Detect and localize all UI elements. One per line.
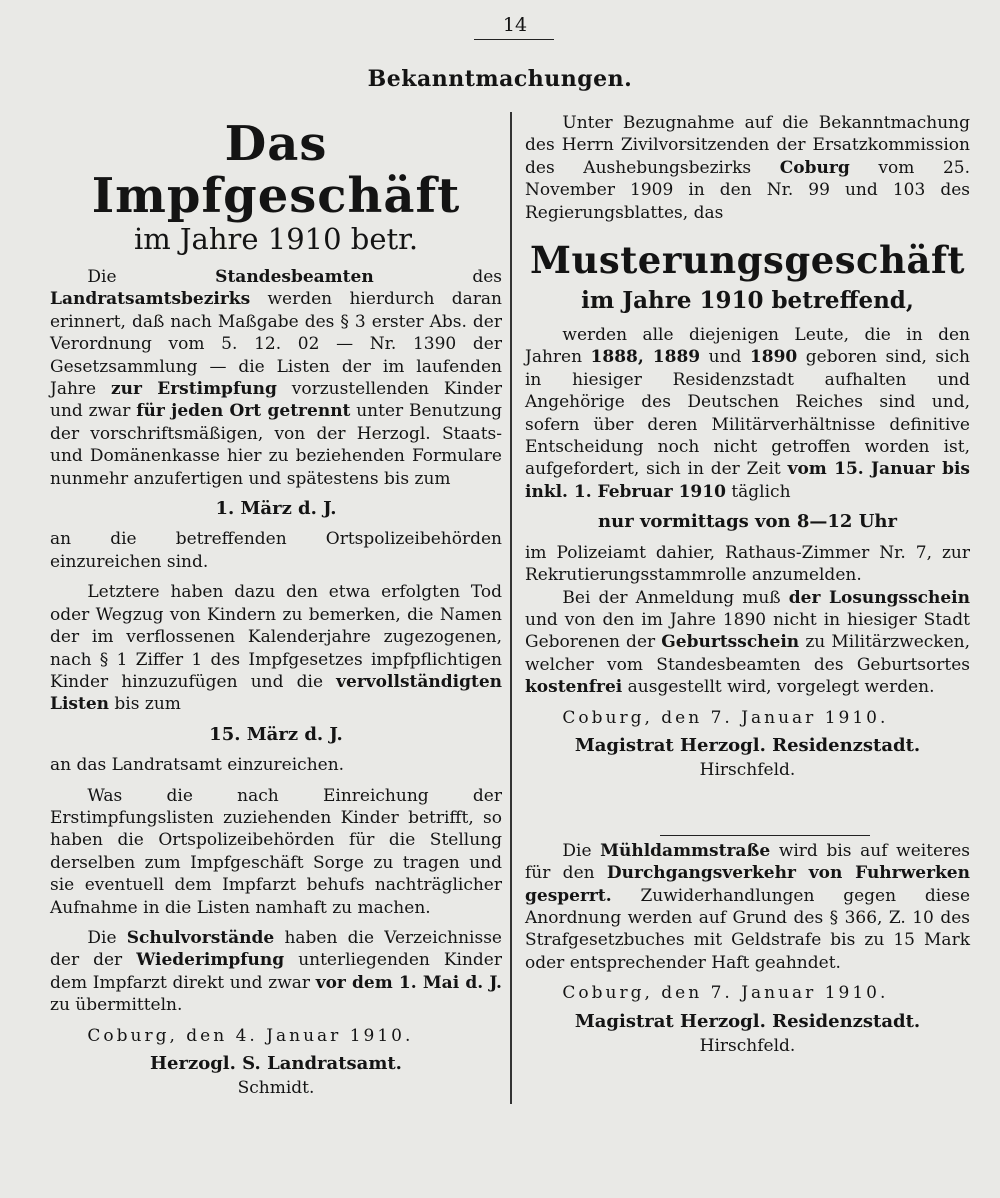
text-run: zu übermitteln. xyxy=(50,995,183,1016)
emphasis-standesbeamten: Standesbeamten xyxy=(215,267,374,287)
header-rule xyxy=(474,39,554,40)
right-paragraph-1 xyxy=(525,112,970,224)
emphasis-landratsamtsbezirks: Landratsamtsbezirks xyxy=(50,289,251,310)
left-paragraph-1 xyxy=(50,266,502,490)
emphasis-period: vom 15. Januar bis inkl. 1. Februar 1910 xyxy=(525,459,971,502)
right-subtitle: im Jahre 1910 betreffend, xyxy=(581,287,914,315)
text-run: ausgestellt wird, vorgelegt werden. xyxy=(622,677,935,698)
right-place-date-1: Coburg, den 7. Januar 1910. xyxy=(562,707,889,728)
text-run: zu Militärzwecken, welcher vom Standesbeamten des Geburtsortes xyxy=(525,632,970,675)
text-run: unterliegenden Kinder dem Impfarzt direkt und zwar xyxy=(50,950,502,993)
left-authority: Herzogl. S. Landratsamt. xyxy=(150,1053,402,1074)
right-authority-2: Magistrat Herzogl. Residenzstadt. xyxy=(574,1010,921,1032)
left-paragraph-4: an das Landratsamt einzureichen. xyxy=(50,755,345,776)
right-authority-1: Magistrat Herzogl. Residenzstadt. xyxy=(574,734,921,756)
text-run: unter Benutzung der vorschriftsmäßigen, von der Herzogl. Staats- und Domänenkasse hier zu beziehenden Formulare nunmehr anzufertigen und spätestens bis zum xyxy=(50,401,502,489)
text-run: Letztere haben dazu den etwa erfolgten Tod oder Wegzug von Kindern zu bemerken, die Namen der im verflossenen Kalenderjahre zugezogenen, nach § 1 Ziffer 1 des Impfgesetzes impfpflichtigen Kinder hinzuzufügen und die xyxy=(50,582,502,692)
notice-separator xyxy=(660,835,870,836)
column-divider xyxy=(510,112,512,1104)
emphasis-coburg: Coburg xyxy=(779,157,850,178)
emphasis-muehldammstrasse: Mühldammstraße xyxy=(600,840,771,861)
right-paragraph-5 xyxy=(525,840,970,974)
text-run: Zuwiderhandlungen gegen diese Anordnung werden auf Grund des § 366, Z. 10 des Strafgesetzbuches mit Geldstrafe bis zu 15 Mark oder entsprechender Haft geahndet. xyxy=(525,885,970,973)
left-paragraph-6 xyxy=(50,927,502,1017)
right-paragraph-3: im Polizeiamt dahier, Rathaus-Zimmer Nr. 7, zur Rekrutierungsstammrolle anzumelden. xyxy=(525,542,970,586)
text-run: und xyxy=(700,347,750,368)
left-paragraph-3 xyxy=(50,581,502,715)
page-number: 14 xyxy=(502,14,528,36)
text-run: Bei der Anmeldung muß xyxy=(562,587,789,608)
left-column xyxy=(50,112,502,1100)
text-run: bis zum xyxy=(109,694,181,715)
section-heading: Bekanntmachungen. xyxy=(367,66,633,92)
text-run: wird bis auf weiteres für den xyxy=(525,840,971,884)
text-run: des xyxy=(373,267,503,287)
emphasis-schulvorstaende: Schulvorstände xyxy=(126,927,275,948)
emphasis-listen: vervollständigten Listen xyxy=(50,671,502,715)
emphasis-gesperrt: Durchgangsverkehr von Fuhrwerken gesperrt. xyxy=(525,863,970,906)
right-paragraph-2 xyxy=(525,324,970,503)
left-paragraph-5: Was die nach Einreichung der Erstimpfungslisten zuziehenden Kinder betrifft, so haben die Ortspolizeibehörden für die Stellung derselben zum Impfgeschäft Sorge zu tragen und sie eventuell dem Impfarzt behufs nachträglicher Aufnahme in die Listen namhaft zu machen. xyxy=(50,785,502,918)
emphasis-year-1890: 1890 xyxy=(749,347,798,368)
right-signature-2: Hirschfeld. xyxy=(699,1036,796,1056)
right-place-date-2: Coburg, den 7. Januar 1910. xyxy=(562,983,889,1004)
right-signature-1: Hirschfeld. xyxy=(699,760,796,781)
left-title: Das Impfgeschäft xyxy=(91,116,461,224)
text-run: Die xyxy=(87,927,127,948)
office-hours: nur vormittags von 8—12 Uhr xyxy=(598,511,897,533)
right-column xyxy=(525,112,970,1057)
left-subtitle: im Jahre 1910 betr. xyxy=(133,222,419,256)
deadline-2: 15. März d. J. xyxy=(209,723,343,745)
right-title: Musterungsgeschäft xyxy=(530,238,965,283)
text-run: Unter Bezugnahme auf die Bekanntmachung des Herrn Zivilvorsitzenden der Ersatzkommission des Aushebungsbezirks xyxy=(525,113,970,178)
deadline-1: 1. März d. J. xyxy=(215,498,337,520)
emphasis-years: 1888, 1889 xyxy=(590,347,701,368)
left-place-date: Coburg, den 4. Januar 1910. xyxy=(87,1025,414,1046)
text-run: vorzustellenden Kinder und zwar xyxy=(50,379,502,422)
emphasis-kostenfrei: kostenfrei xyxy=(525,677,623,698)
text-run: werden hierdurch daran erinnert, daß nach Maßgabe des § 3 erster Abs. der Verordnung vom 5. 12. 02 — Nr. 1390 der Gesetzsammlung — die Listen der im laufenden Jahre xyxy=(50,289,502,400)
emphasis-losungsschein: der Losungsschein xyxy=(788,587,970,608)
left-paragraph-2: an die betreffenden Ortspolizeibehörden einzureichen sind. xyxy=(50,529,502,572)
text-run: geboren sind, sich in hiesiger Residenzstadt aufhalten und Angehörige des Deutschen Reiches sind und, sofern über deren Militärverhältnisse definitive Entscheidung noch nicht getroffen worden ist, aufgefordert, sich in der Zeit xyxy=(525,347,970,480)
text-run: Die xyxy=(562,840,601,861)
emphasis-deadline: vor dem 1. Mai d. J. xyxy=(315,972,502,993)
text-run: werden alle diejenigen Leute, die in den Jahren xyxy=(525,325,970,368)
emphasis-geburtsschein: Geburtsschein xyxy=(661,632,800,653)
text-run: haben die Verzeichnisse der der xyxy=(50,927,502,971)
text-run: Die xyxy=(87,267,216,287)
right-paragraph-4 xyxy=(525,587,970,699)
emphasis-erstimpfung: zur Erstimpfung xyxy=(110,379,277,400)
emphasis-wiederimpfung: Wiederimpfung xyxy=(136,950,285,971)
emphasis-ort-getrennt: für jeden Ort getrennt xyxy=(136,401,351,422)
left-signature: Schmidt. xyxy=(237,1078,315,1099)
text-run: vom 25. November 1909 in den Nr. 99 und 103 des Regierungsblattes, das xyxy=(525,157,970,223)
text-run: täglich xyxy=(725,481,791,502)
text-run: und von den im Jahre 1890 nicht in hiesiger Stadt Geborenen der xyxy=(525,609,970,653)
